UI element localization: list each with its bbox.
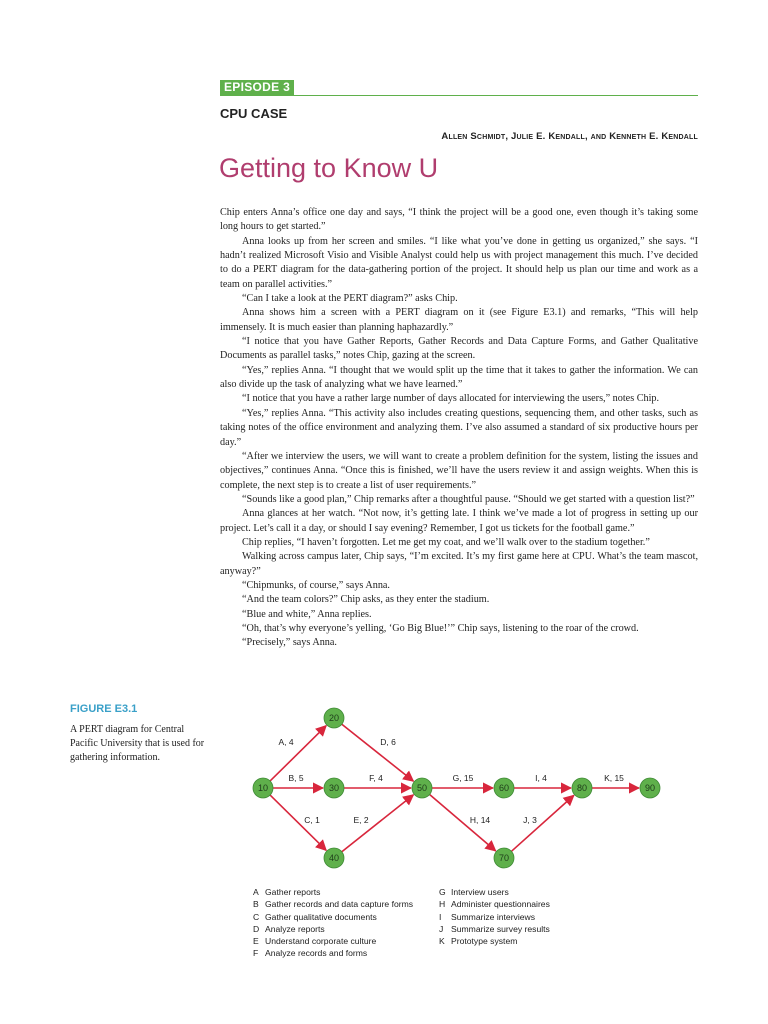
pert-node-10: [253, 778, 273, 798]
legend-key: E: [253, 936, 259, 947]
legend-text: Interview users: [451, 887, 509, 897]
story-paragraph: “Yes,” replies Anna. “This activity also includes creating questions, sequencing them, and other tasks, such as taking notes of the office environment and analyzing them. I’ve also assumed a standard of six productive hours per day.”: [220, 407, 698, 448]
pert-node-label: 50: [416, 783, 428, 794]
legend-text: Analyze reports: [265, 923, 325, 934]
legend-item: [439, 935, 550, 947]
legend-text: Gather reports: [265, 887, 321, 897]
pert-node-60: [494, 778, 514, 798]
legend-key: C: [253, 911, 260, 922]
story-paragraph: “I notice that you have a rather large number of days allocated for interviewing the users,” notes Chip.: [242, 393, 660, 405]
legend-item: [253, 898, 413, 910]
pert-node-label: 30: [328, 783, 340, 794]
pert-node-label: 90: [644, 783, 656, 794]
pert-node-40: [324, 848, 344, 868]
story-paragraph: Anna looks up from her screen and smiles. “I like what you’ve done in getting us organized,” she says. “I hadn’t realized Microsoft Visio and Visible Analyst could help us with project management this much. I’ve decided to do a PERT diagram for the data-gathering portion of the project. It should help us plan our time and work as a team on parallel activities.”: [220, 235, 698, 290]
pert-node-80: [572, 778, 592, 798]
pert-node-20: [324, 708, 344, 728]
legend-text: Analyze records and forms: [265, 948, 368, 959]
pert-node-90: [640, 778, 660, 798]
legend-text: Prototype system: [451, 936, 518, 947]
figure-label: FIGURE E3.1: [70, 703, 138, 715]
case-title: CPU CASE: [220, 106, 288, 121]
legend-item: [253, 911, 413, 923]
legend-item: [439, 898, 550, 910]
story-paragraph: Chip replies, “I haven’t forgotten. Let me get my coat, and we’ll walk over to the stadium together.”: [242, 536, 650, 548]
episode-tag: EPISODE 3: [220, 80, 294, 95]
legend-key: F: [253, 948, 259, 959]
pert-node-70: [494, 848, 514, 868]
legend-key: G: [439, 887, 446, 897]
legend-text: Summarize interviews: [451, 911, 536, 922]
story-text: [220, 206, 698, 651]
pert-edge-70-80: [511, 795, 573, 851]
legend-text: Summarize survey results: [451, 923, 550, 934]
pert-node-label: 80: [576, 783, 588, 794]
pert-edge-label: A, 4: [278, 737, 294, 747]
legend-key: D: [253, 923, 260, 934]
legend-item: [253, 935, 413, 947]
story-paragraph: “And the team colors?” Chip asks, as they enter the stadium.: [242, 594, 490, 606]
legend-text: Gather records and data capture forms: [265, 899, 414, 910]
story-paragraph: “Precisely,” says Anna.: [242, 637, 337, 649]
pert-node-label: 10: [257, 783, 269, 794]
pert-diagram: [240, 702, 680, 882]
story-paragraph: Anna shows him a screen with a PERT diagram on it (see Figure E3.1) and remarks, “This will help immensely. It is much easier than planning haphazardly.”: [220, 307, 698, 333]
authors-line: Allen Schmidt, Julie E. Kendall, and Kenneth E. Kendall: [441, 131, 698, 142]
legend-item: [253, 886, 413, 898]
pert-edge-label: G, 15: [452, 773, 474, 783]
pert-edge-label: K, 15: [604, 773, 624, 783]
story-paragraph: “After we interview the users, we will want to create a problem definition for the system, listing the issues and objectives,” continues Anna. “Once this is finished, we’ll have the users review it and assign weights. When this is complete, the next step is to create a list of user requirements.”: [220, 450, 698, 491]
legend-key: K: [439, 936, 445, 947]
story-paragraph: “Oh, that’s why everyone’s yelling, ‘Go Big Blue!’” Chip says, listening to the roar of the crowd.: [242, 622, 639, 634]
pert-edge-label: I, 4: [535, 773, 547, 783]
legend-key: B: [253, 899, 259, 910]
figure-caption: A PERT diagram for Central Pacific University that is used for gathering information.: [70, 724, 205, 763]
pert-edge-label: C, 1: [304, 815, 320, 825]
legend-item: [439, 886, 550, 898]
pert-edge-label: J, 3: [523, 815, 537, 825]
legend-key: J: [439, 923, 444, 934]
legend-text: Understand corporate culture: [265, 936, 377, 947]
legend-key: H: [439, 899, 446, 910]
story-paragraph: “Chipmunks, of course,” says Anna.: [242, 579, 390, 591]
pert-edge-label: D, 6: [380, 737, 396, 747]
pert-node-30: [324, 778, 344, 798]
pert-edge-label: B, 5: [288, 773, 304, 783]
pert-node-label: 40: [328, 853, 340, 864]
legend-key: A: [253, 887, 259, 897]
legend-right: [439, 886, 550, 947]
story-paragraph: “Sounds like a good plan,” Chip remarks after a thoughtful pause. “Should we get started with a question list?”: [242, 493, 695, 505]
pert-edge-label: E, 2: [353, 815, 369, 825]
pert-edge-label: H, 14: [469, 815, 491, 825]
legend-left: [253, 886, 413, 960]
pert-node-label: 70: [498, 853, 510, 864]
legend-item: [439, 911, 550, 923]
page-title: Getting to Know U: [219, 153, 439, 183]
pert-node-label: 20: [328, 713, 340, 724]
story-paragraph: “Can I take a look at the PERT diagram?” asks Chip.: [242, 293, 458, 305]
story-paragraph: Chip enters Anna’s office one day and says, “I think the project will be a good one, even though it’s taking some long hours to get started.”: [220, 207, 698, 233]
story-paragraph: “Yes,” replies Anna. “I thought that we would split up the time that it takes to gather the information. We can also divide up the task of analyzing what we have learned.”: [220, 364, 698, 391]
story-paragraph: Walking across campus later, Chip says, “I’m excited. It’s my first game here at CPU. What’s the team mascot, anyway?”: [220, 551, 698, 577]
story-paragraph: “I notice that you have Gather Reports, Gather Records and Data Capture Forms, and Gather Qualitative Documents as parallel tasks,” notes Chip, gazing at the screen.: [220, 336, 698, 362]
legend-item: [253, 923, 413, 935]
pert-node-label: 60: [498, 783, 510, 794]
pert-node-50: [412, 778, 432, 798]
story-paragraph: Anna glances at her watch. “Not now, it’s getting late. I think we’ve made a lot of progress in setting up our project. Let’s call it a day, or should I say evening? Remember, I got us tickets for the football game.”: [220, 508, 698, 534]
legend-text: Gather qualitative documents: [265, 911, 377, 922]
pert-edge-label: F, 4: [369, 773, 383, 783]
legend-key: I: [439, 911, 442, 922]
legend-text: Administer questionnaires: [451, 899, 550, 910]
legend-item: [439, 923, 550, 935]
legend-item: [253, 947, 413, 959]
story-paragraph: “Blue and white,” Anna replies.: [242, 608, 372, 620]
